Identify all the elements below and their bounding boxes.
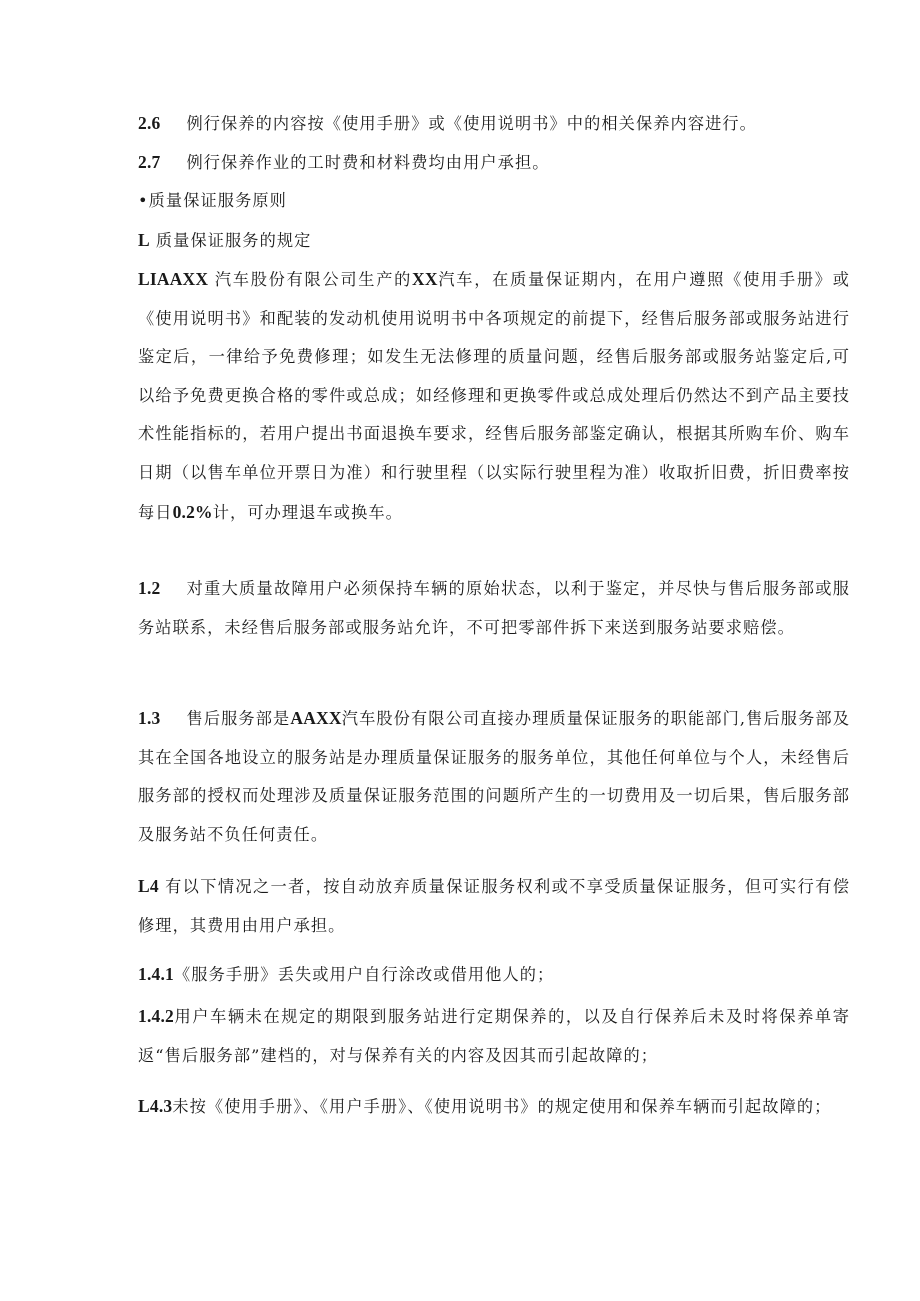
- clause-text: 《服务手册》丢失或用户自行涂改或借用他人的；: [174, 965, 555, 984]
- clause-number: L4: [138, 876, 159, 896]
- clause-number: L4.3: [138, 1096, 173, 1116]
- clause-number: 1.3: [138, 708, 161, 728]
- clause-1-4: [138, 867, 850, 945]
- clause-number: 2.6: [138, 113, 161, 133]
- section-heading: [138, 182, 850, 221]
- clause-1-4-3: [138, 1087, 850, 1127]
- clause-1-1: [138, 260, 850, 532]
- clause-number: 2.7: [138, 152, 161, 172]
- clause-number: 1.2: [138, 578, 161, 598]
- clause-number: 1.4.1: [138, 964, 174, 984]
- clause-text: 例行保养的内容按《使用手册》或《使用说明书》中的相关保养内容进行。: [186, 114, 757, 133]
- brand-name: AAXX: [290, 708, 342, 728]
- section-heading-text: •质量保证服务原则: [138, 191, 287, 210]
- subsection-heading: [138, 221, 850, 261]
- clause-text: 计，可办理退车或换车。: [212, 502, 403, 522]
- clause-1-4-2: [138, 997, 850, 1075]
- clause-text: 例行保养作业的工时费和材料费均由用户承担。: [186, 153, 550, 172]
- clause-number: 1.4.2: [138, 1006, 174, 1026]
- clause-1-4-1: [138, 955, 850, 995]
- depreciation-rate: 0.2%: [172, 501, 213, 522]
- brand-name: XX: [412, 269, 438, 289]
- clause-text: 用户车辆未在规定的期限到服务站进行定期保养的，以及自行保养后未及时将保养单寄返“售后服务部”建档的，对与保养有关的内容及因其而引起故障的；: [138, 1007, 850, 1065]
- clause-2-7: [138, 143, 850, 183]
- clause-text: 汽车股份有限公司直接办理质量保证服务的职能部门,售后服务部及其在全国各地设立的服务站是办理质量保证服务的服务单位，其他任何单位与个人，未经售后服务部的授权而处理涉及质量保证服务范围的问题所产生的一切费用及一切后果，售后服务部及服务站不负任何责任。: [138, 709, 850, 844]
- clause-2-6: [138, 104, 850, 144]
- clause-text: 售后服务部是: [186, 709, 291, 728]
- clause-text: 有以下情况之一者，按自动放弃质量保证服务权利或不享受质量保证服务，但可实行有偿修理，其费用由用户承担。: [138, 877, 850, 935]
- clause-text: 汽车，在质量保证期内，在用户遵照《使用手册》或《使用说明书》和配装的发动机使用说明书中各项规定的前提下，经售后服务部或服务站进行鉴定后，一律给予免费修理；如发生无法修理的质量问题，经售后服务部或服务站鉴定后,可以给予免费更换合格的零件或总成；如经修理和更换零件或总成处理后仍然达不到产品主要技术性能指标的，若用户提出书面退换车要求，经售后服务部鉴定确认，根据其所购车价、购车日期（以售车单位开票日为准）和行驶里程（以实际行驶里程为准）收取折旧费，折旧费率按每日: [138, 270, 850, 522]
- clause-number: L: [138, 230, 150, 250]
- clause-text: 未按《使用手册》、《用户手册》、《使用说明书》的规定使用和保养车辆而引起故障的；: [172, 1097, 832, 1116]
- clause-number: LIAAXX: [138, 269, 209, 289]
- clause-text: 汽车股份有限公司生产的: [214, 270, 413, 289]
- subsection-heading-text: 质量保证服务的规定: [155, 231, 312, 250]
- clause-text: 对重大质量故障用户必须保持车辆的原始状态，以利于鉴定，并尽快与售后服务部或服务站联系，未经售后服务部或服务站允许，不可把零部件拆下来送到服务站要求赔偿。: [138, 579, 850, 637]
- clause-1-2: [138, 569, 850, 647]
- clause-1-3: [138, 699, 850, 854]
